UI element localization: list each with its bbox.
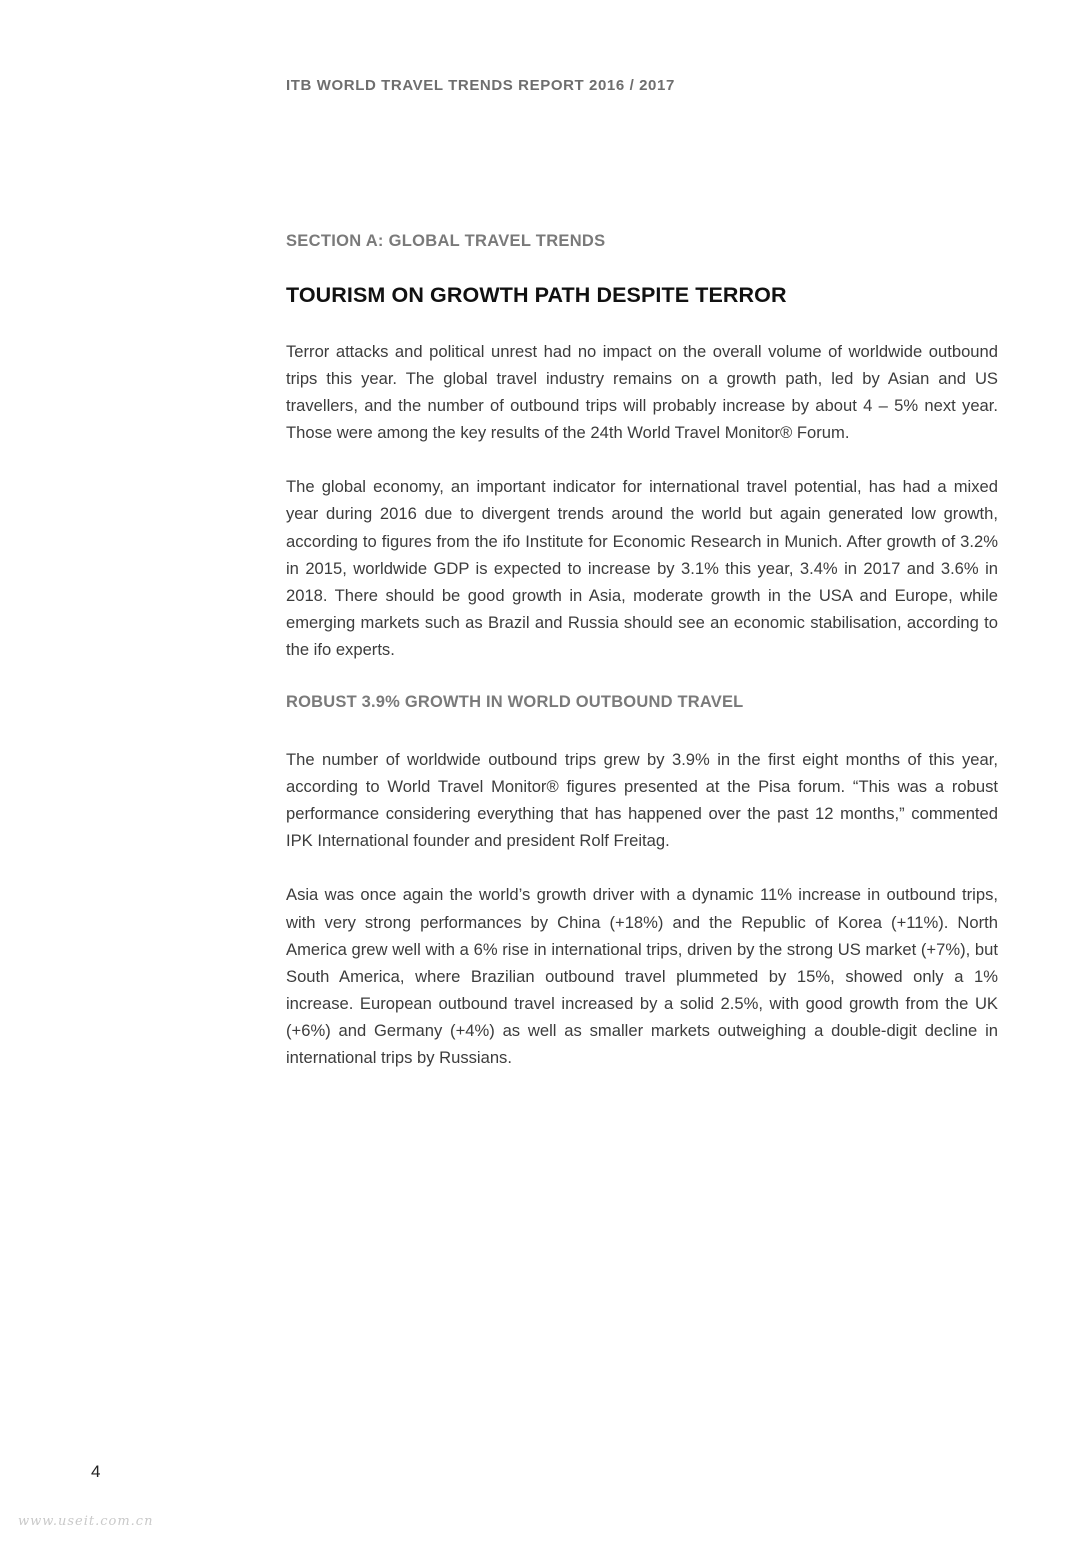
article-body: [286, 230, 998, 1071]
page-title: TOURISM ON GROWTH PATH DESPITE TERROR: [286, 283, 787, 307]
paragraph-outbound-growth: The number of worldwide outbound trips grew by 3.9% in the first eight months of this year, according to World Travel Monitor® figures presented at the Pisa forum. “This was a robust performance considering everything that has happened over the past 12 months,” commented IPK International founder and president Rolf Freitag.: [286, 750, 998, 851]
paragraph-intro: Terror attacks and political unrest had no impact on the overall volume of worldwide outbound trips this year. The global travel industry remains on a growth path, led by Asian and US travellers, and the number of outbound trips will probably increase by about 4 – 5% next year. Those were among the key results of the 24th World Travel Monitor® Forum.: [286, 342, 998, 443]
subheading: ROBUST 3.9% GROWTH IN WORLD OUTBOUND TRAVEL: [286, 693, 744, 712]
section-label: SECTION A: GLOBAL TRAVEL TRENDS: [286, 232, 606, 250]
running-header: ITB WORLD TRAVEL TRENDS REPORT 2016 / 2017: [286, 77, 675, 94]
page-number: 4: [91, 1462, 101, 1481]
paragraph-regional-growth: Asia was once again the world’s growth driver with a dynamic 11% increase in outbound trips, with very strong performances by China (+18%) and the Republic of Korea (+11%). North America grew well with a 6% rise in international trips, driven by the strong US market (+7%), but South America, where Brazilian outbound travel plummeted by 15%, showed only a 1% increase. European outbound travel increased by a solid 2.5%, with good growth from the UK (+6%) and Germany (+4%) as well as smaller markets outweighing a double-digit decline in international trips by Russians.: [286, 885, 998, 1067]
paragraph-economy: The global economy, an important indicator for international travel potential, has had a mixed year during 2016 due to divergent trends around the world but again generated low growth, according to figures from the ifo Institute for Economic Research in Munich. After growth of 3.2% in 2015, worldwide GDP is expected to increase by 3.1% this year, 3.4% in 2017 and 3.6% in 2018. There should be good growth in Asia, moderate growth in the USA and Europe, while emerging markets such as Brazil and Russia should see an economic stabilisation, according to the ifo experts.: [286, 477, 998, 659]
watermark: www.useit.com.cn: [18, 1514, 154, 1529]
